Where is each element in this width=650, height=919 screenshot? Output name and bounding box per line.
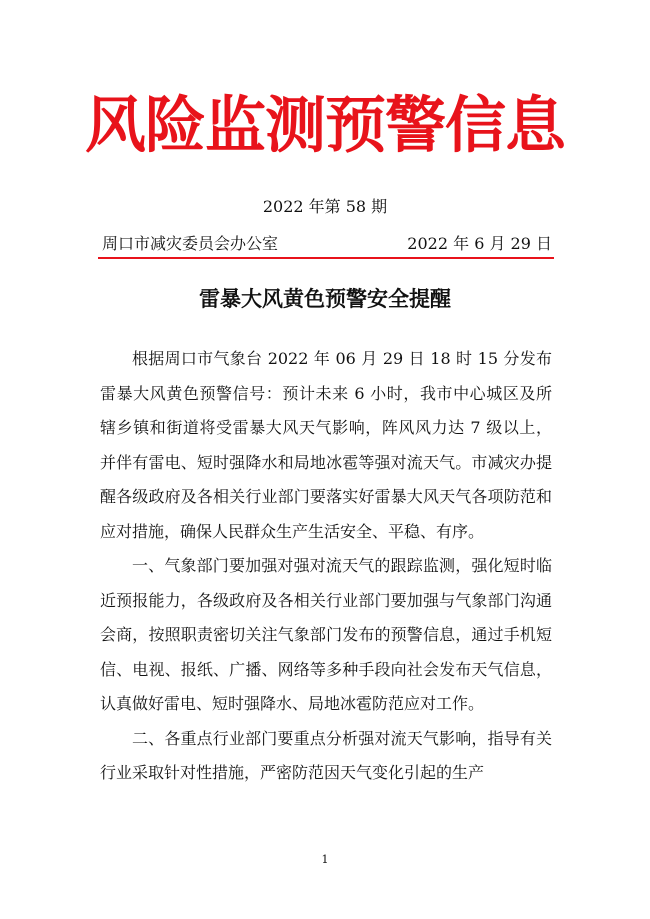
red-divider-line (98, 257, 554, 259)
document-body (100, 342, 552, 791)
body-paragraph: 根据周口市气象台 2022 年 06 月 29 日 18 时 15 分发布雷暴大风黄色预警信号：预计未来 6 小时，我市中心城区及所辖乡镇和街道将受雷暴大风天气影响，阵风风力达 7 级以上，并伴有雷电、短时强降水和局地冰雹等强对流天气。市减灾办提醒各级政府及各相关行业部门要落实好雷暴大风天气各项防范和应对措施，确保人民群众生产生活安全、平稳、有序。 (100, 349, 552, 541)
masthead-title: 风险监测预警信息 (84, 90, 565, 161)
body-paragraph: 二、各重点行业部门要重点分析强对流天气影响，指导有关行业采取针对性措施，严密防范因天气变化引起的生产 (100, 728, 552, 782)
issuer-row (100, 233, 552, 255)
body-paragraph: 一、气象部门要加强对强对流天气的跟踪监测，强化短时临近预报能力，各级政府及各相关行业部门要加强与气象部门沟通会商，按照职责密切关注气象部门发布的预警信息，通过手机短信、电视、报纸、广播、网络等多种手段向社会发布天气信息，认真做好雷电、短时强降水、局地冰雹防范应对工作。 (100, 556, 552, 713)
issuer-name: 周口市减灾委员会办公室 (102, 234, 279, 253)
issue-date: 2022 年 6 月 29 日 (407, 234, 552, 253)
document-title: 雷暴大风黄色预警安全提醒 (199, 286, 451, 311)
page-number: 1 (321, 853, 329, 866)
issue-number: 2022 年第 58 期 (262, 197, 388, 216)
